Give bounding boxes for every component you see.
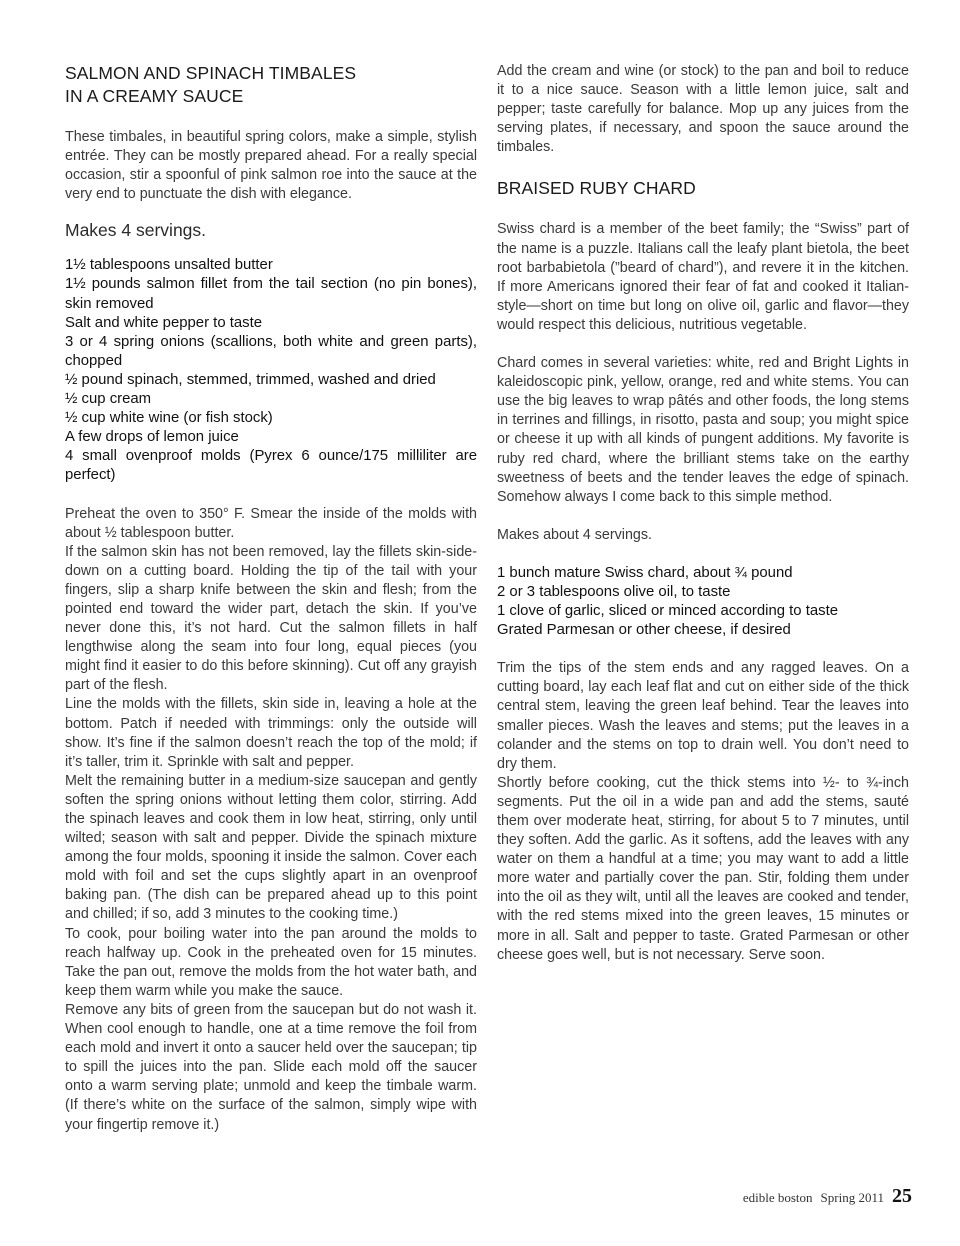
chard-step: Shortly before cooking, cut the thick stems into ½- to ¾-inch segments. Put the oil in a wide pan and add the stems, sauté them over moderate heat, stirring, for about 5 to 7 minutes, until they soften. Add the garlic. As it softens, add the leaves with any water on them a handful at a time; you may want to add a little more water and partially cover the pan. Stir, folding them under into the oil as they wilt, until all the leaves are cooked and tender, with the red stems mixed into the green leaves, 15 minutes or more in all. Salt and pepper to taste. Grated Parmesan or other cheese goes well, but is not necessary. Serve soon. (497, 774, 909, 963)
ingredient-item: ½ pound spinach, stemmed, trimmed, washed and dried (65, 371, 436, 388)
ingredient-item: 1 clove of garlic, sliced or minced according to taste (497, 603, 838, 620)
ingredient-item: Salt and white pepper to taste (65, 314, 263, 331)
chard-ingredient-list (497, 564, 909, 640)
recipe-title-salmon (65, 62, 477, 108)
salmon-step: To cook, pour boiling water into the pan around the molds to reach halfway up. Cook in the preheated oven for 15 minutes. Take the pan out, remove the molds from the hot water bath, and keep them warm while you make the sauce. (65, 925, 477, 999)
salmon-step: Melt the remaining butter in a medium-size saucepan and gently soften the spring onions without letting them color, stirring. Add the spinach leaves and cook them in low heat, stirring, only until wilted; season with salt and pepper. Divide the spinach mixture among the four molds, spooning it inside the salmon. Cover each mold with foil and set the cups slightly apart in an ovenproof baking pan. (The dish can be prepared ahead up to this point and chilled; if so, add 3 minutes to the cooking time.) (65, 772, 477, 923)
salmon-step: Remove any bits of green from the saucepan but do not wash it. When cool enough to handle, one at a time remove the foil from each mold and invert it onto a saucer held over the saucepan; tip to spill the juices into the pan. Slide each mold off the saucer onto a warm serving plate; unmold and keep the timbale warm. (If there’s white on the surface of the salmon, simply wipe with your fingertip remove it.) (65, 1001, 477, 1133)
publication-name: edible boston (742, 1190, 813, 1205)
issue-date: Spring 2011 (820, 1190, 884, 1205)
chard-intro: Swiss chard is a member of the beet family; the “Swiss” part of the name is a puzzle. Italians call the leafy plant bietola, the beet root barbabietola (”beard of chard”), and revere it in the kitchen. If more Americans ignored their fear of fat and cooked it Italian-style—short on time but long on olive oil, garlic and flavor—they would respect this delicious, nutritious vegetable. (497, 221, 909, 333)
ingredient-item: 3 or 4 spring onions (scallions, both white and green parts), chopped (65, 333, 477, 369)
salmon-yield: Makes 4 servings. (65, 220, 207, 241)
ingredient-item: ½ cup white wine (or fish stock) (65, 410, 273, 427)
right-column (497, 62, 909, 965)
ingredient-item: 1 bunch mature Swiss chard, about ¾ pound (497, 564, 793, 581)
title-line-1: SALMON AND SPINACH TIMBALES (65, 63, 357, 83)
salmon-step: If the salmon skin has not been removed, lay the fillets skin-side-down on a cutting board. Holding the tip of the tail with your fingers, slip a sharp knife between the skin and flesh; from the pointed end toward the wider part, detach the skin. If you’ve never done this, it’s not hard. Cut the salmon fillets in half lengthwise along the seam into four long, equal pieces (you might find it easier to do this before skinning). Cut off any grayish part of the flesh. (65, 543, 477, 694)
salmon-intro: These timbales, in beautiful spring colors, make a simple, stylish entrée. They can be mostly prepared ahead. For a really special occasion, stir a spoonful of pink salmon roe into the sauce at the very end to punctuate the dish with elegance. (65, 129, 477, 203)
chard-yield: Makes about 4 servings. (497, 526, 652, 543)
chard-intro: Chard comes in several varieties: white, red and Bright Lights in kaleidoscopic pink, yellow, orange, red and white stems. You can use the big leaves to wrap pâtés and other foods, the long stems in terrines and fillings, in risotto, pasta and soup; you might spice or cheese it up with all kinds of pungent additions. My favorite is ruby red chard, where the brilliant stems take on the earthy sweetness of beets and the tender leaves the edge of spinach. Somehow always I come back to this simple method. (497, 355, 909, 505)
ingredient-item: 1½ tablespoons unsalted butter (65, 257, 273, 274)
ingredient-item: 1½ pounds salmon fillet from the tail section (no pin bones), skin removed (65, 276, 477, 312)
page-footer (743, 1185, 912, 1208)
ingredient-item: 2 or 3 tablespoons olive oil, to taste (497, 583, 731, 600)
salmon-step: Line the molds with the fillets, skin side in, leaving a hole at the bottom. Patch if needed with trimmings: only the outside will show. It’s fine if the salmon doesn’t reach the top of the mold; if it’s taller, trim it. Sprinkle with salt and pepper. (65, 696, 477, 770)
ingredient-item: 4 small ovenproof molds (Pyrex 6 ounce/175 milliliter are perfect) (65, 448, 477, 484)
ingredient-item: A few drops of lemon juice (65, 429, 239, 446)
salmon-ingredient-list (65, 256, 477, 485)
left-column (65, 62, 477, 1135)
recipe-title-chard: BRAISED RUBY CHARD (497, 178, 696, 199)
chard-step: Trim the tips of the stem ends and any ragged leaves. On a cutting board, lay each leaf flat and cut on either side of the thick central stem, leaving the green leaf behind. Tear the leaves into smaller pieces. Wash the leaves and stems; put the leaves in a colander and the stems on top to drain well. You don’t need to dry them. (497, 660, 909, 772)
page-number: 25 (892, 1185, 912, 1207)
salmon-step: Preheat the oven to 350° F. Smear the inside of the molds with about ½ tablespoon butter. (65, 505, 477, 541)
title-line-2: IN A CREAMY SAUCE (65, 86, 244, 106)
ingredient-item: Grated Parmesan or other cheese, if desired (497, 622, 791, 639)
ingredient-item: ½ cup cream (65, 391, 152, 408)
sauce-step: Add the cream and wine (or stock) to the pan and boil to reduce it to a nice sauce. Season with a little lemon juice, salt and pepper; taste carefully for balance. Mop up any juices from the serving plates, if necessary, and spoon the sauce around the timbales. (497, 63, 909, 156)
